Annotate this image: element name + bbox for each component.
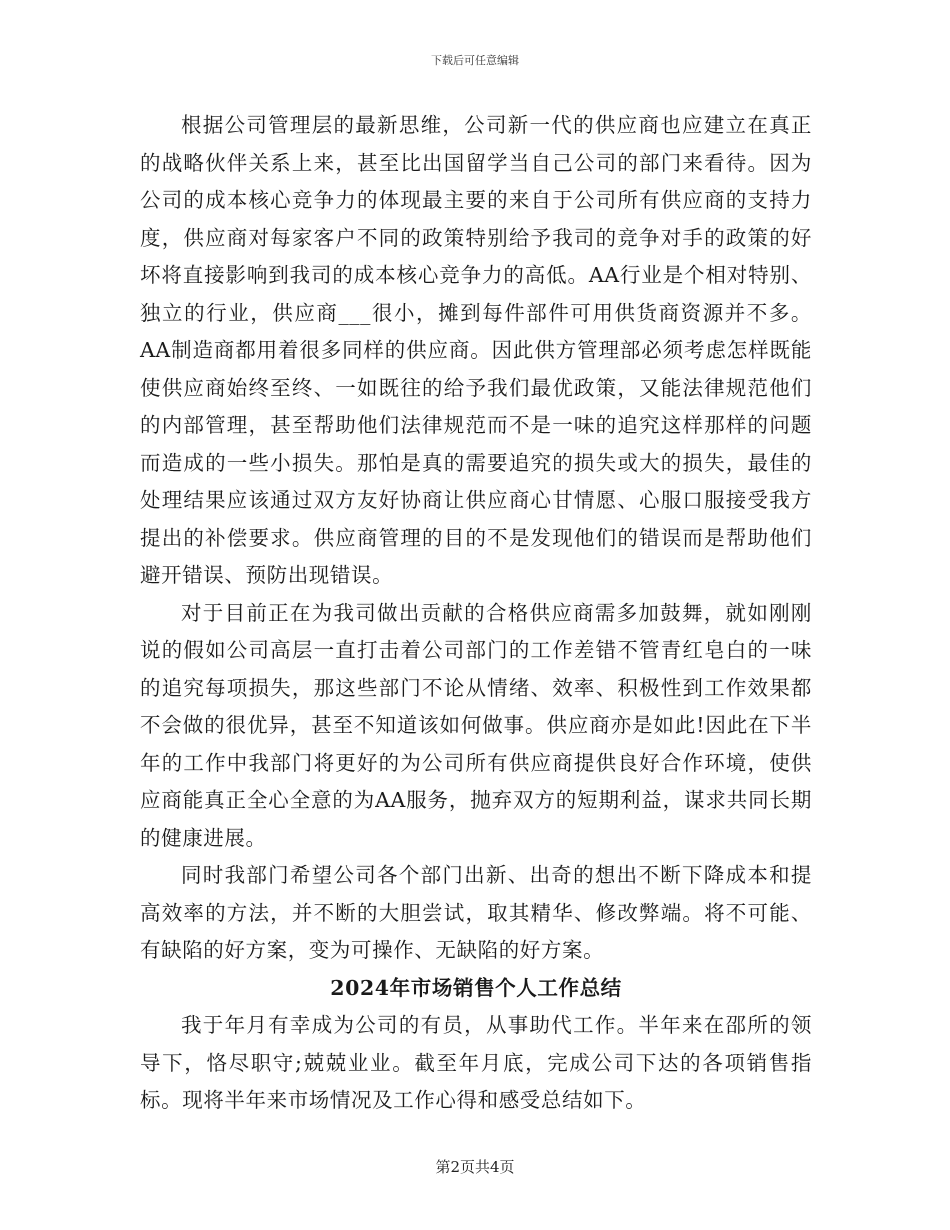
document-body [140, 107, 812, 1120]
paragraph-2: 对于目前正在为我司做出贡献的合格供应商需多加鼓舞，就如刚刚说的假如公司高层一直打击着公司部门的工作差错不管青红皂白的一味的追究每项损失，那这些部门不论从情绪、效率、积极性到工作效果都不会做的很优异，甚至不知道该如何做事。供应商亦是如此!因此在下半年的工作中我部门将更好的为公司所有供应商提供良好合作环境，使供应商能真正全心全意的为AA服务，抛弃双方的短期利益，谋求共同长期的健康进展。 [140, 600, 812, 850]
paragraph-1: 根据公司管理层的最新思维，公司新一代的供应商也应建立在真正的战略伙伴关系上来，甚至比出国留学当自己公司的部门来看待。因为公司的成本核心竞争力的体现最主要的来自于公司所有供应商的支持力度，供应商对每家客户不同的政策特别给予我司的竞争对手的政策的好坏将直接影响到我司的成本核心竞争力的高低。AA行业是个相对特别、独立的行业，供应商___很小，摊到每件部件可用供货商资源并不多。AA制造商都用着很多同样的供应商。因此供方管理部必须考虑怎样既能使供应商始终至终、一如既往的给予我们最优政策，又能法律规范他们的内部管理，甚至帮助他们法律规范而不是一味的追究这样那样的问题而造成的一些小损失。那怕是真的需要追究的损失或大的损失，最佳的处理结果应该通过双方友好协商让供应商心甘情愿、心服口服接受我方提出的补偿要求。供应商管理的目的不是发现他们的错误而是帮助他们避开错误、预防出现错误。 [140, 113, 812, 587]
paragraph-3: 同时我部门希望公司各个部门出新、出奇的想出不断下降成本和提高效率的方法，并不断的大胆尝试，取其精华、修改弊端。将不可能、有缺陷的好方案，变为可操作、无缺陷的好方案。 [140, 863, 812, 962]
page-header: 下载后可任意编辑 [431, 54, 519, 67]
page-footer: 第2页共4页 [435, 1158, 515, 1176]
paragraph-4: 我于年月有幸成为公司的有员，从事助代工作。半年来在邵所的领导下，恪尽职守;兢兢业业。截至年月底，完成公司下达的各项销售指标。现将半年来市场情况及工作心得和感受总结如下。 [140, 1013, 812, 1112]
section-title: 2024年市场销售个人工作总结 [330, 975, 622, 1000]
